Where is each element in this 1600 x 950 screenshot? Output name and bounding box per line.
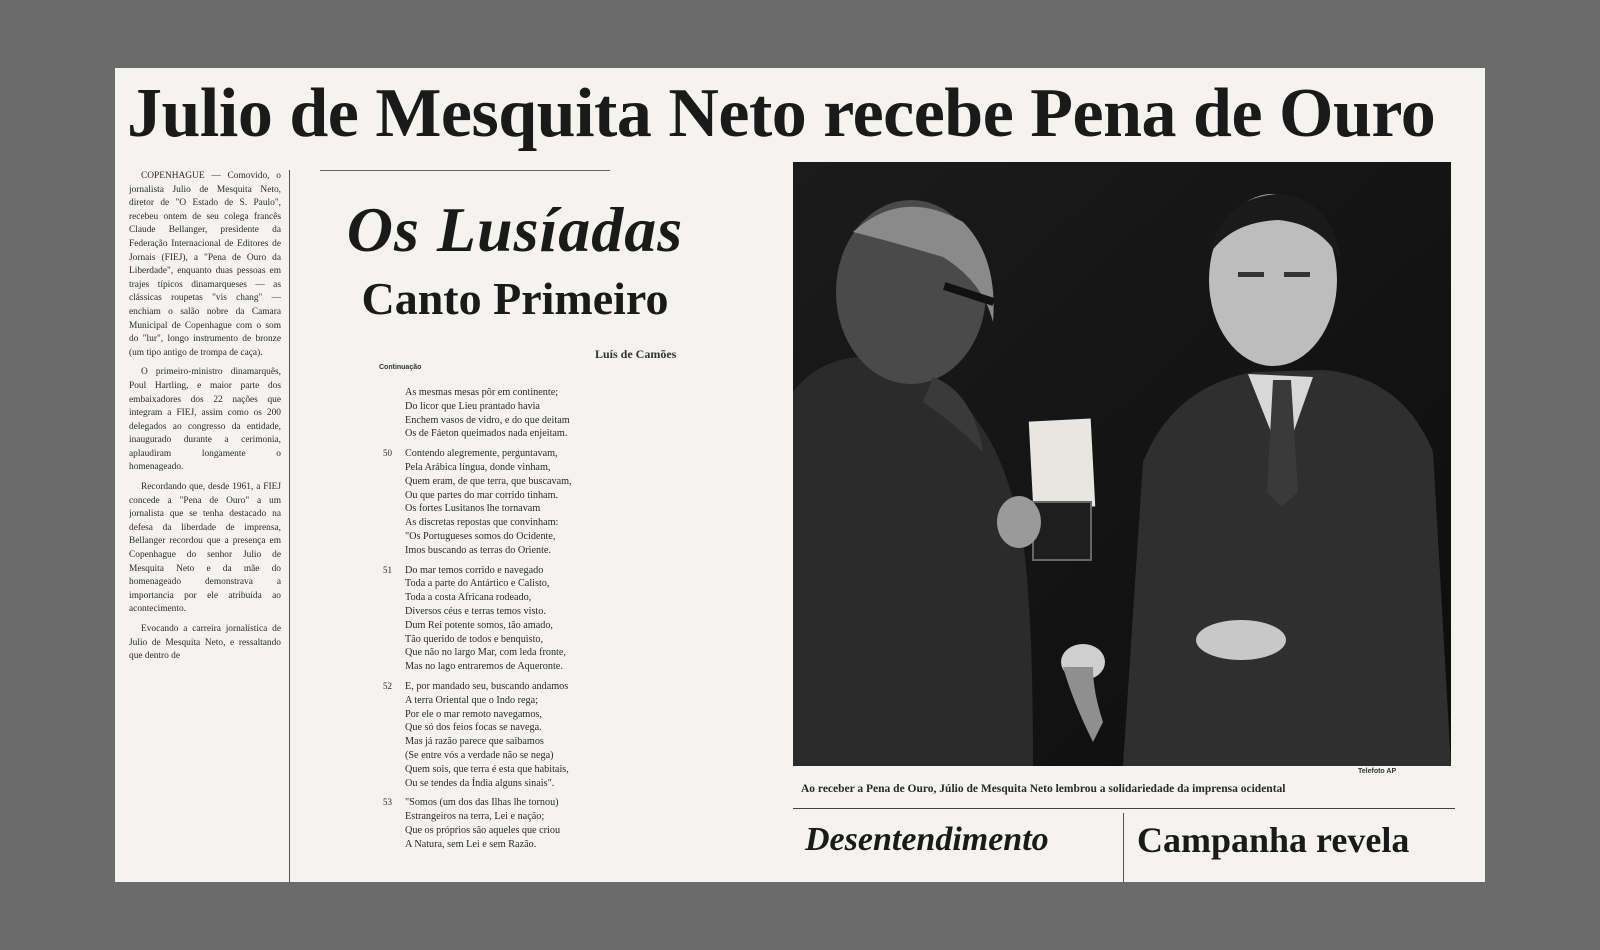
- poem-line: Mas no lago entraremos de Aqueronte.: [405, 661, 563, 673]
- bottom-headline-left: Desentendimento: [805, 821, 1049, 858]
- photo-caption: Ao receber a Pena de Ouro, Júlio de Mesquita Neto lembrou a solidariedade da imprensa ocidental: [801, 783, 1286, 795]
- stanza-number: 53: [383, 797, 392, 808]
- poem-title: Os Lusíadas: [346, 194, 684, 265]
- poem-line: Diversos céus e terras temos visto.: [405, 605, 546, 617]
- stanza-number: 50: [383, 448, 392, 459]
- poem-line: "Somos (um dos das Ilhas lhe tornou): [405, 797, 559, 809]
- poem-line: Do mar temos corrido e navegado: [405, 564, 544, 576]
- poem-line: Toda a costa Africana rodeado,: [405, 592, 532, 604]
- stanza-number: 51: [383, 564, 392, 575]
- poem-stanza: [377, 386, 707, 441]
- poem-line: Quem sois, que terra é esta que habitais,: [405, 763, 569, 775]
- poem-line: Por ele o mar remoto navegamos,: [405, 708, 542, 720]
- poem-line: Estrangeiros na terra, Lei e nação;: [405, 811, 545, 823]
- poem-line: Ou se tendes da Índia alguns sinais".: [405, 777, 555, 789]
- article-paragraph: COPENHAGUE — Comovido, o jornalista Julio de Mesquita Neto, diretor de "O Estado de S. Paulo", recebeu ontem de seu colega francês Claude Bellanger, presidente da Federação Internacional de Editores de Jornais (FIEJ), a "Pena de Ouro da Liberdade", enquanto duas pessoas em trajes típicos dinamarqueses — as clássicas roupetas "vis chang" — enchiam o salão nobre da Camara Municipal de Copenhague com o som do "lur", longo instrumento de bronze (um tipo antigo de trompa de caça).: [129, 171, 281, 358]
- newspaper-page: [115, 68, 1485, 882]
- poem-line: Contendo alegremente, perguntavam,: [405, 448, 558, 460]
- poem-stanza: [377, 564, 707, 674]
- divider-rule: [320, 170, 610, 171]
- poem-line: As discretas repostas que convinham:: [405, 517, 559, 529]
- news-photo: [793, 162, 1451, 766]
- poem-line: Os fortes Lusitanos lhe tornavam: [405, 503, 541, 515]
- article-column: [129, 170, 290, 882]
- article-paragraph: O primeiro-ministro dinamarquês, Poul Hartling, e maior parte dos embaixadores dos 22 nações que integram a FIEJ, assim como os 200 delegados ao congresso da entidade, inaugurado durante a cerimonia, aplaudiram longamente o homenageado.: [129, 367, 281, 473]
- headline: Julio de Mesquita Neto recebe Pena de Ouro: [127, 75, 1436, 152]
- poem-line: As mesmas mesas pôr em continente;: [405, 387, 559, 398]
- poem-continuation-label: Continuação: [379, 364, 422, 371]
- poem-author: Luís de Camões: [595, 347, 677, 361]
- poem-line: Enchem vasos de vidro, e do que deitam: [405, 414, 570, 426]
- article-paragraph: Recordando que, desde 1961, a FIEJ concede a "Pena de Ouro" a um jornalista que se tenha destacado na defesa da liberdade de imprensa, Bellanger recordou que a presença em Copenhague do senhor Julio de Mesquita Neto e da mãe do homenageado demonstrava a importancia por ele atribuída ao acontecimento.: [129, 482, 281, 615]
- poem-line: Toda a parte do Antártico e Calisto,: [405, 578, 550, 590]
- poem-stanza: [377, 447, 707, 557]
- bottom-headline-right: Campanha revela: [1137, 820, 1410, 860]
- poem-stanza: [377, 796, 707, 851]
- poem-body: [377, 386, 707, 858]
- poem-line: Ou que partes do mar corrido tinham.: [405, 489, 559, 501]
- poem-line: Quem eram, de que terra, que buscavam,: [405, 475, 572, 487]
- poem-line: "Os Portugueses somos do Ocidente,: [405, 530, 556, 542]
- stanza-number: 52: [383, 680, 392, 691]
- photo-credit: Telefoto AP: [1358, 768, 1397, 775]
- poem-line: (Se entre vós a verdade não se nega): [405, 749, 554, 761]
- poem-line: Que só dos feios focas se navega.: [405, 722, 542, 734]
- poem-stanza: [377, 680, 707, 790]
- poem-line: Que os próprios são aqueles que criou: [405, 824, 561, 836]
- bottom-right-article: [1133, 813, 1463, 882]
- article-paragraph: Evocando a carreira jornalística de Julio de Mesquita Neto, e ressaltando que dentro de: [129, 624, 281, 662]
- poem-line: A Natura, sem Lei e sem Razão.: [405, 838, 537, 850]
- bottom-left-article: [793, 813, 1124, 882]
- poem-line: Do licor que Lieu prantado havia: [405, 400, 540, 412]
- poem-line: E, por mandado seu, buscando andamos: [405, 680, 569, 692]
- divider-rule: [793, 808, 1455, 809]
- poem-line: Dum Rei potente somos, tão amado,: [405, 619, 553, 631]
- poem-line: Tão querido de todos e benquisto,: [405, 633, 544, 645]
- poem-line: Pela Arábica língua, donde vinham,: [405, 461, 551, 473]
- poem-line: Imos buscando as terras do Oriente.: [405, 544, 551, 556]
- poem-subtitle: Canto Primeiro: [361, 273, 669, 324]
- poem-line: Que não no largo Mar, com leda fronte,: [405, 647, 566, 659]
- poem-line: A terra Oriental que o Indo rega;: [405, 694, 538, 706]
- poem-line: Os de Fáeton queimados nada enjeitam.: [405, 428, 568, 440]
- poem-line: Mas já razão parece que saibamos: [405, 736, 544, 748]
